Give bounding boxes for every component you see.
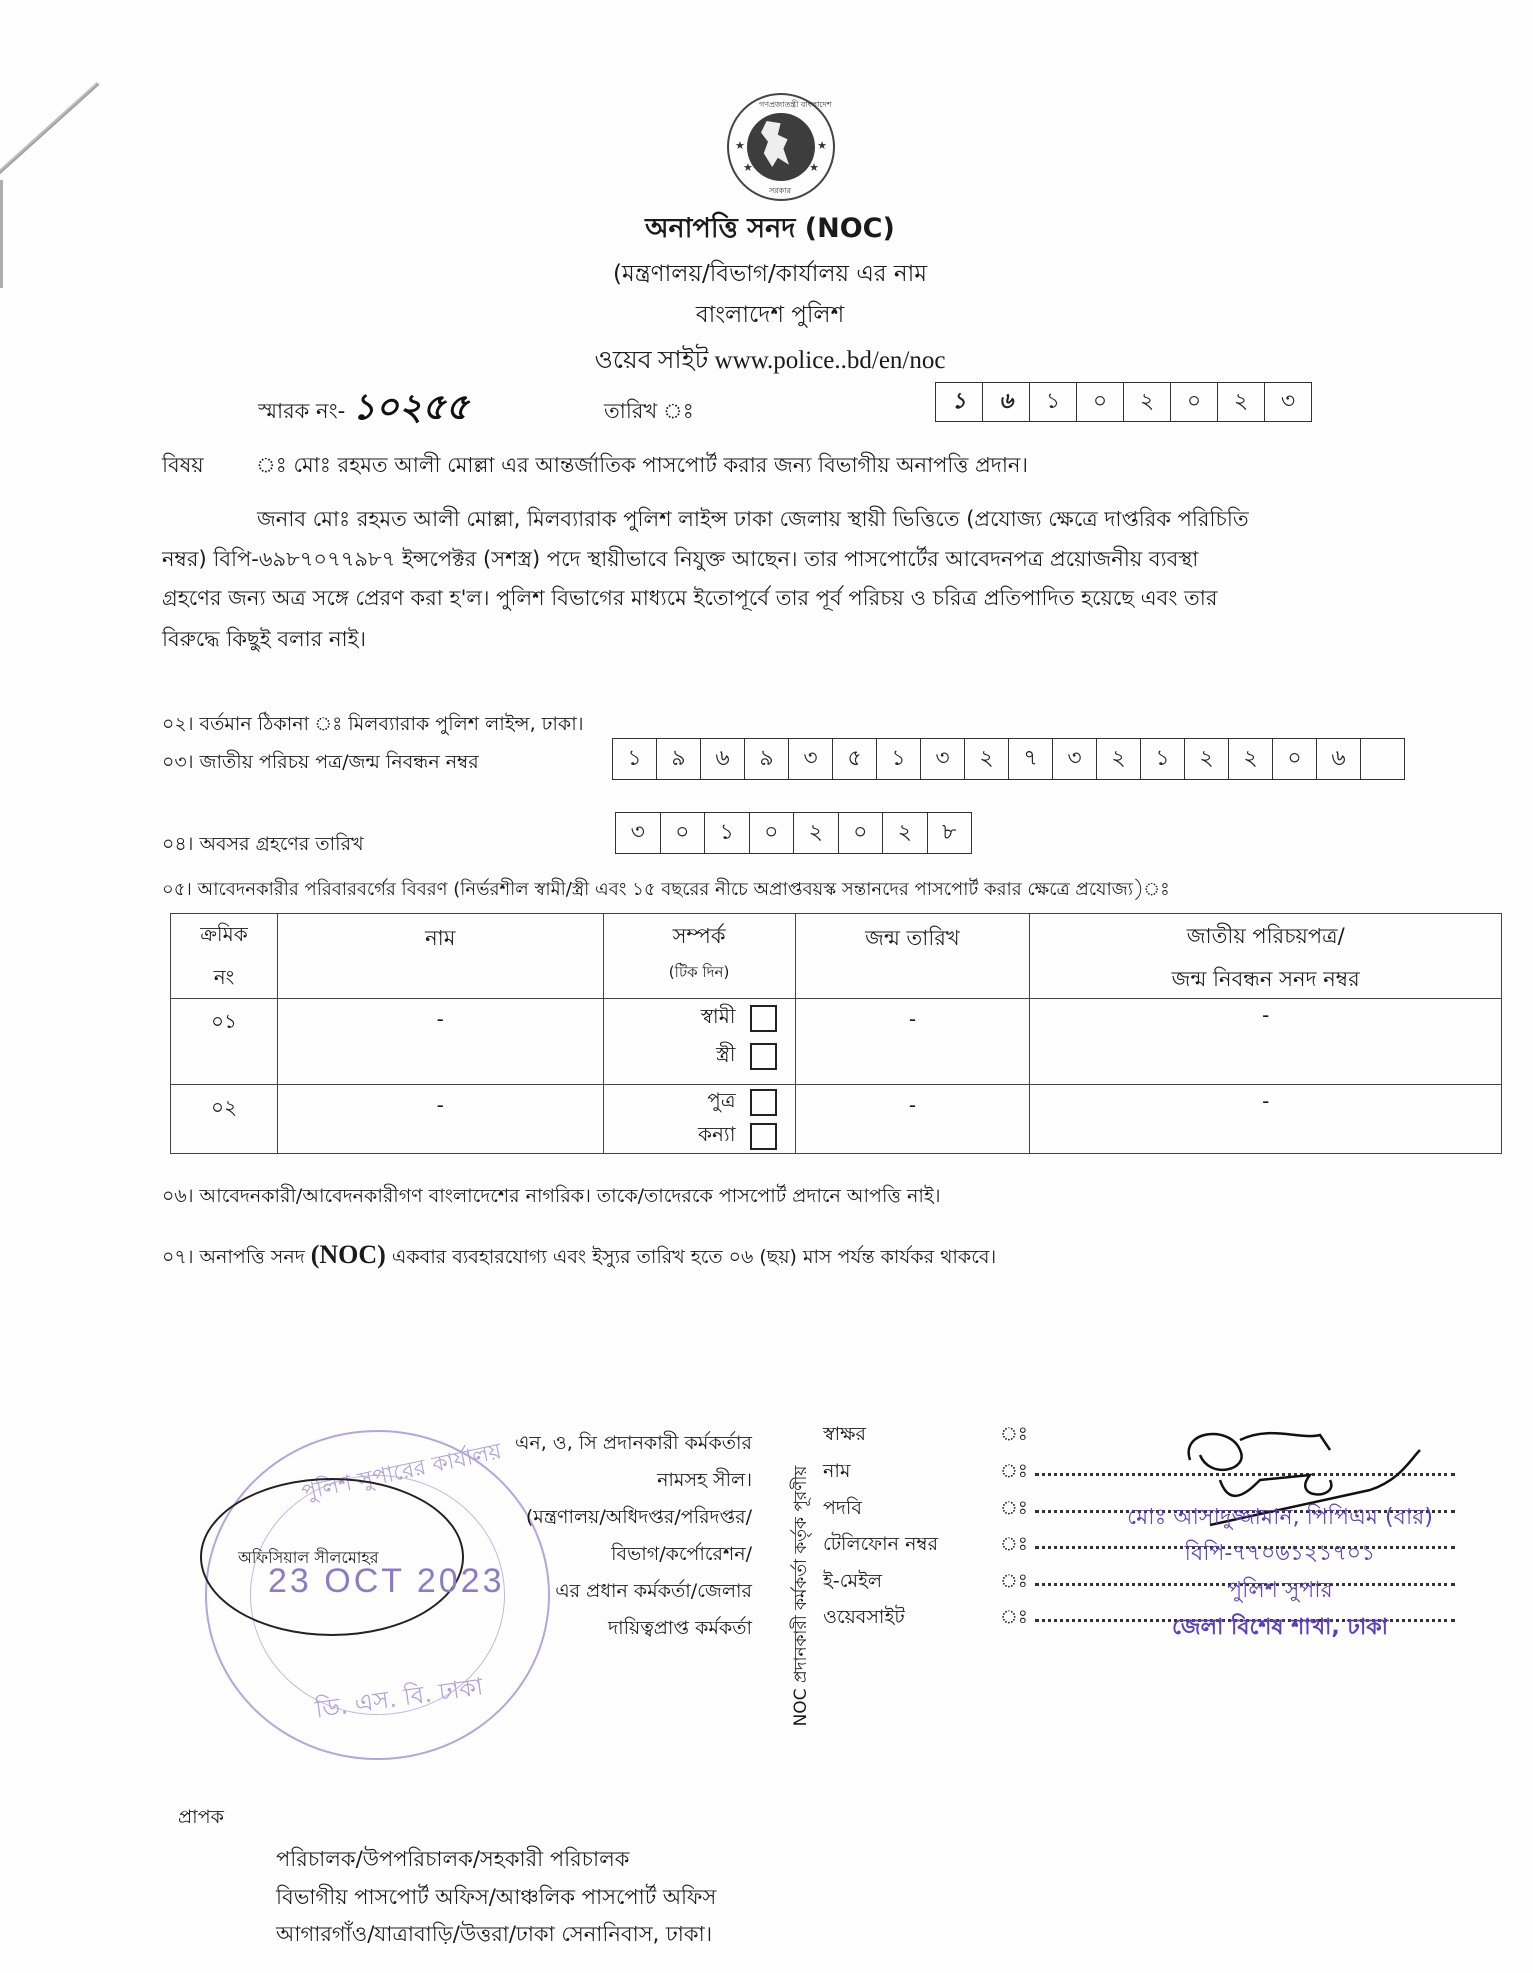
checkbox[interactable] xyxy=(750,1043,777,1070)
digit-box xyxy=(1361,739,1405,779)
header-serial-line-1: ক্রমিক xyxy=(200,922,248,946)
memo-date-boxes xyxy=(935,382,1312,422)
validity-statement xyxy=(162,1240,996,1275)
office-name-line: (মন্ত্রণালয়/বিভাগ/কার্যালয় এর নাম xyxy=(612,261,928,287)
recipient-label: প্রাপক xyxy=(178,1806,224,1828)
relation-option-wife[interactable] xyxy=(604,1037,795,1075)
subject-text: ঃ মোঃ রহমত আলী মোল্লা এর আন্তর্জাতিক পাসপোর্ট করার জন্য বিভাগীয় অনাপত্তি প্রদান। xyxy=(256,453,1028,477)
government-emblem-icon: ★ ★ ★ ★ গণপ্রজাতন্ত্রী বাংলাদেশ সরকার xyxy=(727,93,835,201)
digit-box: ১ xyxy=(705,813,750,853)
emblem-text-top: গণপ্রজাতন্ত্রী বাংলাদেশ xyxy=(759,100,832,109)
relation-option-daughter[interactable] xyxy=(604,1119,795,1153)
row-nid: - xyxy=(1262,1003,1270,1027)
row-name: - xyxy=(436,1093,444,1117)
header-relation-hint: (টিক দিন) xyxy=(668,963,730,981)
seal-caption-line: এর প্রধান কর্মকর্তা/জেলার xyxy=(555,1580,752,1602)
header-serial xyxy=(171,914,278,999)
document-title: অনাপত্তি সনদ (NOC) xyxy=(645,213,895,244)
digit-box: ৬ xyxy=(1317,739,1361,779)
recipient-line-1: পরিচালক/উপপরিচালক/সহকারী পরিচালক xyxy=(276,1847,630,1871)
field-colon: ঃ xyxy=(1000,1423,1028,1445)
digit-box: ৩ xyxy=(616,813,661,853)
row-serial: ০২ xyxy=(210,1095,237,1119)
table-row xyxy=(171,999,1502,1085)
header-nid-line-1: জাতীয় পরিচয়পত্র/ xyxy=(1186,924,1345,948)
seal-caption-line: নামসহ সীল। xyxy=(657,1469,752,1491)
digit-box: ২ xyxy=(883,813,928,853)
relation-label: স্ত্রী xyxy=(716,1041,736,1066)
body-line-3: গ্রহণের জন্য অত্র সঙ্গে প্রেরণ করা হ'ল। পুলিশ বিভাগের মাধ্যমে ইতোপূর্বে তার পূর্ব পরিচয় ও চরিত্র প্রতিপাদিত হয়েছে এবং তার xyxy=(162,586,1218,610)
digit-box: ০ xyxy=(661,813,706,853)
digit-box: ০ xyxy=(839,813,884,853)
round-seal-text-top: পুলিশ সুপারের কার্যালয় xyxy=(299,1439,504,1506)
row-dob: - xyxy=(908,1093,917,1117)
digit-box: ১ xyxy=(1141,739,1185,779)
checkbox[interactable] xyxy=(750,1089,777,1116)
recipient-line-2: বিভাগীয় পাসপোর্ট অফিস/আঞ্চলিক পাসপোর্ট অফিস xyxy=(276,1885,717,1909)
header-dob-text: জন্ম তারিখ xyxy=(865,926,960,950)
digit-box: ০ xyxy=(1171,383,1218,421)
officer-stamp-bp-number: বিপি-৭৭০৬১২১৭০১ xyxy=(1184,1541,1376,1566)
digit-box: ৩ xyxy=(789,739,833,779)
field-colon: ঃ xyxy=(1000,1497,1028,1519)
seal-caption-line: বিভাগ/কর্পোরেশন/ xyxy=(611,1543,752,1565)
digit-box: ২ xyxy=(1229,739,1273,779)
relation-label: পুত্র xyxy=(707,1087,736,1112)
emblem-text-bottom: সরকার xyxy=(769,186,792,195)
header-nid xyxy=(1030,914,1502,999)
row-dob: - xyxy=(908,1007,917,1031)
field-colon: ঃ xyxy=(1000,1606,1028,1628)
officer-stamp-name: মোঃ আসাদুজ্জামান, পিপিএম (বার) xyxy=(1127,1505,1433,1530)
digit-box: ৫ xyxy=(833,739,877,779)
field-label-email: ই-মেইল xyxy=(823,1570,883,1592)
checkbox[interactable] xyxy=(750,1005,777,1032)
body-line-4: বিরুদ্ধে কিছুই বলার নাই। xyxy=(162,627,367,651)
seal-caption xyxy=(400,1425,752,1647)
validity-suffix: একবার ব্যবহারযোগ্য এবং ইস্যুর তারিখ হতে ০৬ (ছয়) মাস পর্যন্ত কার্যকর থাকবে। xyxy=(385,1246,997,1268)
digit-box: ৩ xyxy=(1265,383,1312,421)
digit-box: ১ xyxy=(936,383,983,421)
table-header-row xyxy=(171,914,1502,999)
relation-option-husband[interactable] xyxy=(604,999,795,1037)
relation-label: কন্যা xyxy=(698,1121,736,1146)
digit-box: ৮ xyxy=(928,813,973,853)
digit-box: ১ xyxy=(877,739,921,779)
digit-box: ৩ xyxy=(921,739,965,779)
relation-option-son[interactable] xyxy=(604,1085,795,1119)
recipient-line-3: আগারগাঁও/যাত্রাবাড়ি/উত্তরা/ঢাকা সেনানিবাস, ঢাকা। xyxy=(276,1922,713,1946)
seal-caption-line: এন, ও, সি প্রদানকারী কর্মকর্তার xyxy=(514,1432,752,1454)
digit-box: ২ xyxy=(1124,383,1171,421)
officer-stamp-designation: পুলিশ সুপার xyxy=(1227,1578,1333,1603)
field-label-designation: পদবি xyxy=(823,1497,862,1519)
family-members-table xyxy=(170,913,1502,1154)
nid-number-boxes xyxy=(612,738,1405,780)
digit-box: ১ xyxy=(613,739,657,779)
validity-noc: (NOC) xyxy=(310,1240,386,1269)
retirement-date-boxes xyxy=(615,812,972,854)
body-line-2: নম্বর) বিপি-৬৯৮৭০৭৭৯৮৭ ইন্সপেক্টর (সশস্ত্র) পদে স্থায়ীভাবে নিযুক্ত আছেন। তার পাসপোর্টের আবেদনপত্র প্রয়োজনীয় ব্যবস্থা xyxy=(162,547,1199,571)
field-label-name: নাম xyxy=(823,1460,851,1482)
date-stamp: 23 OCT 2023 xyxy=(268,1562,505,1600)
table-row xyxy=(171,1085,1502,1154)
field-colon: ঃ xyxy=(1000,1570,1028,1592)
page-fold-mark xyxy=(0,82,99,179)
field-colon: ঃ xyxy=(1000,1533,1028,1555)
field-label-telephone: টেলিফোন নম্বর xyxy=(823,1533,939,1555)
retirement-label: ০৪। অবসর গ্রহণের তারিখ xyxy=(162,833,364,855)
field-label-website: ওয়েবসাইট xyxy=(823,1606,905,1628)
field-label-signature: স্বাক্ষর xyxy=(823,1423,866,1445)
row-nid: - xyxy=(1262,1089,1270,1113)
digit-box: ০ xyxy=(1273,739,1317,779)
digit-box: ৩ xyxy=(1053,739,1097,779)
family-details-label: ০৫। আবেদনকারীর পরিবারবর্গের বিবরণ (নির্ভরশীল স্বামী/স্ত্রী এবং ১৫ বছরের নীচে অপ্রাপ্তবয়স্ক সন্তানদের পাসপোর্ট করার ক্ষেত্রে প্রযোজ্য)ঃ xyxy=(162,879,1170,900)
digit-box: ০ xyxy=(750,813,795,853)
memo-number-label: স্মারক নং- xyxy=(258,399,346,423)
row-serial: ০১ xyxy=(210,1009,237,1033)
vertical-note: NOC প্রদানকারী কর্মকর্তা কর্তৃক পূরণীয় xyxy=(791,1465,811,1727)
seal-caption-line: (মন্ত্রণালয়/অধিদপ্তর/পরিদপ্তর/ xyxy=(525,1506,752,1528)
header-name xyxy=(277,914,603,999)
header-relation xyxy=(603,914,795,999)
present-address: ০২। বর্তমান ঠিকানা ঃ মিলব্যারাক পুলিশ লাইন্স, ঢাকা। xyxy=(162,713,584,735)
field-colon: ঃ xyxy=(1000,1460,1028,1482)
digit-box: ১ xyxy=(1030,383,1077,421)
seal-caption-line: দায়িত্বপ্রাপ্ত কর্মকর্তা xyxy=(608,1617,752,1639)
official-seal-label: অফিসিয়াল সীলমোহর xyxy=(238,1548,379,1567)
checkbox[interactable] xyxy=(750,1123,777,1150)
validity-prefix: ০৭। অনাপত্তি সনদ xyxy=(162,1246,311,1268)
digit-box: ২ xyxy=(1185,739,1229,779)
header-relation-text: সম্পর্ক xyxy=(672,924,726,948)
citizenship-statement: ০৬। আবেদনকারী/আবেদনকারীগণ বাংলাদেশের নাগরিক। তাকে/তাদেরকে পাসপোর্ট প্রদানে আপত্তি নাই। xyxy=(162,1185,941,1207)
website-line: ওয়েব সাইট www.police..bd/en/noc xyxy=(594,347,946,374)
row-name: - xyxy=(436,1007,444,1031)
digit-box: ২ xyxy=(794,813,839,853)
header-nid-line-2: জন্ম নিবন্ধন সনদ নম্বর xyxy=(1171,967,1360,991)
digit-box: ৭ xyxy=(1009,739,1053,779)
memo-number-handwritten: ১০২৫৫ xyxy=(352,386,469,428)
digit-box: ৬ xyxy=(701,739,745,779)
digit-box: ৯ xyxy=(657,739,701,779)
header-dob xyxy=(795,914,1030,999)
body-line-1: জনাব মোঃ রহমত আলী মোল্লা, মিলব্যারাক পুলিশ লাইন্স ঢাকা জেলায় স্থায়ী ভিত্তিতে (প্রযোজ্য ক্ষেত্রে দাপ্তরিক পরিচিতি xyxy=(257,507,1249,531)
subject-label: বিষয় xyxy=(162,453,204,477)
digit-box: ৬ xyxy=(983,383,1030,421)
digit-box: ০ xyxy=(1077,383,1124,421)
header-serial-line-2: নং xyxy=(213,965,235,989)
round-seal-text-bottom: ডি. এস. বি. ঢাকা xyxy=(313,1672,485,1724)
digit-box: ২ xyxy=(965,739,1009,779)
header-name-text: নাম xyxy=(425,926,456,950)
memo-date-label: তারিখ ঃ xyxy=(604,399,694,423)
digit-box: ২ xyxy=(1097,739,1141,779)
relation-label: স্বামী xyxy=(700,1003,736,1028)
digit-box: ৯ xyxy=(745,739,789,779)
department-name: বাংলাদেশ পুলিশ xyxy=(695,302,845,328)
officer-stamp-office: জেলা বিশেষ শাখা, ঢাকা xyxy=(1171,1615,1389,1640)
nid-label: ০৩। জাতীয় পরিচয় পত্র/জন্ম নিবন্ধন নম্বর xyxy=(162,751,479,773)
digit-box: ২ xyxy=(1218,383,1265,421)
